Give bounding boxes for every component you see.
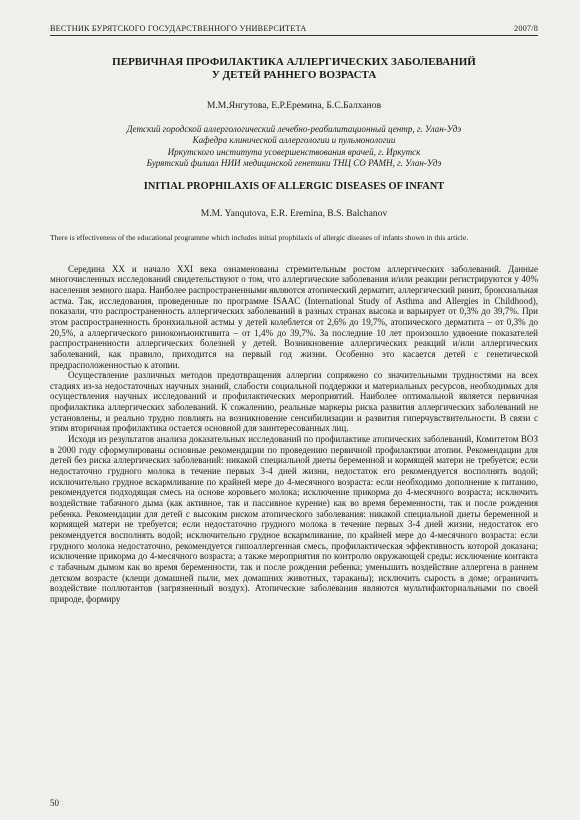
affiliations: [50, 124, 538, 169]
article-title-en: INITIAL PROPHILAXIS OF ALLERGIC DISEASES OF INFANT: [143, 181, 445, 193]
body-paragraph: Середина XX и начало XXI века ознаменованы стремительным ростом аллергических заболеваний. Данные многочисленных исследований свидетельствуют о том, что аллергические заболевания и/или реакции регистрируются у 40% населения земного шара. Наиболее распространенными являются атопический дерматит, аллергический ринит, бронхиальная астма. Так, исследования, проведенные по программе ISAAC (International Study of Asthma and Allergies in Childhood), показали, что распространенность аллергических заболеваний в разных странах высока и варьирует от 0,3% до 39,7%. При этом распространенность бронхиальной астмы у детей колеблется от 2,6% до 19,7%, атопического дерматита – от 0,3% до 20,5%, а аллергического риноконъюнктивита – от 1,4% до 39,7%. За последние 10 лет произошло удвоение показателей распространенности аллергических болезней у детей. Возникновение аллергических реакций и/или аллергических заболеваний, как правило, приходится на первый год жизни. Особенно это касается детей с генетической предрасположенностью к атопии.: [50, 263, 538, 370]
page-number: 50: [50, 798, 59, 808]
affiliation-line: Бурятский филиал НИИ медицинской генетики ТНЦ СО РАМН, г. Улан-Удэ: [146, 157, 442, 168]
body-paragraph: Осуществление различных методов предотвращения аллергии сопряжено со значительными трудностями на всех стадиях из-за недостаточных научных знаний, слабости социальной поддержки и материальных ресурсов, необходимых для осуществления научных исследований и профилактических мероприятий. Наиболее оптимальной является первичная профилактика аллергических заболеваний. К сожалению, реальные маркеры риска развития аллергических заболеваний не установлены, и реально трудно повлиять на возникновение сенсибилизации и развития гиперчувствительности. В связи с этим вторичная профилактика остается основной для заинтересованных лиц.: [50, 370, 538, 434]
affiliation-line: Иркутского института усовершенствования врачей, г. Иркутск: [167, 146, 421, 157]
running-header: [50, 24, 538, 36]
abstract: There is effectiveness of the educational programme which includes initial prophilaxis of allergic diseases of infants shown in this article.: [50, 233, 469, 243]
title-ru-line-1: ПЕРВИЧНАЯ ПРОФИЛАКТИКА АЛЛЕРГИЧЕСКИХ ЗАБОЛЕВАНИЙ: [112, 56, 476, 68]
body-paragraph: Исходя из результатов анализа доказательных исследований по профилактике атопических заболеваний, Комитетом ВОЗ в 2000 году сформулированы основные рекомендации по проведению первичной профилактики атопии. Рекомендации для детей без риска аллергических заболеваний: никакой специальной диеты беременной и кормящей матери не требуется; если недостаточно грудного молока в течение первых 3-4 дней жизни, недостаток его рекомендуется восполнять водой; исключительно грудное вскармливание по крайней мере до 4-месячного возраста: если необходимо дополнение к питанию, рекомендуется подходящая смесь на основе коровьего молока; исключение прикорма до 4-месячного возраста; исключить воздействие табачного дыма (как активное, так и пассивное курение) как во время беременности, так и после рождения ребенка. Рекомендации для детей с высоким риском атопического заболевания: никакой специальной диеты беременной и кормящей матери не требуется; если недостаточно грудного молока в течение первых 3-4 дней жизни, недостаток его рекомендуется восполнять водой; исключительно грудное вскармливание, по крайней мере до 4-месячного возраста: если грудного молока недостаточно, рекомендуется гипоаллергенная смесь, профилактическая эффективность которой доказана; исключение прикорма до 4-месячного возраста; а также мероприятия по контролю окружающей среды: исключение контакта с табачным дымом как во время беременности, так и после рождения ребенка; уменьшить воздействие аллергена в раннем детском возрасте (клещи домашней пыли, мех домашних животных, тараканы); исключить сырость в доме; ограничить воздействие поллютантов (загрязненный воздух). Атопические заболевания являются мультифакториальными по своей природе, формиру: [50, 434, 538, 604]
authors-ru: М.М.Янгутова, Е.Р.Еремина, Б.С.Балханов: [206, 100, 382, 111]
issue-number: 2007/8: [514, 24, 538, 33]
title-ru-line-2: У ДЕТЕЙ РАННЕГО ВОЗРАСТА: [211, 69, 377, 81]
article-body: [50, 264, 538, 605]
article-title-ru: [50, 56, 538, 82]
authors-en: M.M. Yanqutova, E.R. Eremina, B.S. Balchanov: [200, 208, 388, 220]
affiliation-line: Детский городской аллергологический лечебно-реабилитационный центр, г. Улан-Удэ: [126, 124, 462, 134]
journal-name: ВЕСТНИК БУРЯТСКОГО ГОСУДАРСТВЕННОГО УНИВЕРСИТЕТА: [50, 24, 307, 33]
affiliation-line: Кафедра клинической аллергологии и пульмонологии: [192, 135, 396, 146]
